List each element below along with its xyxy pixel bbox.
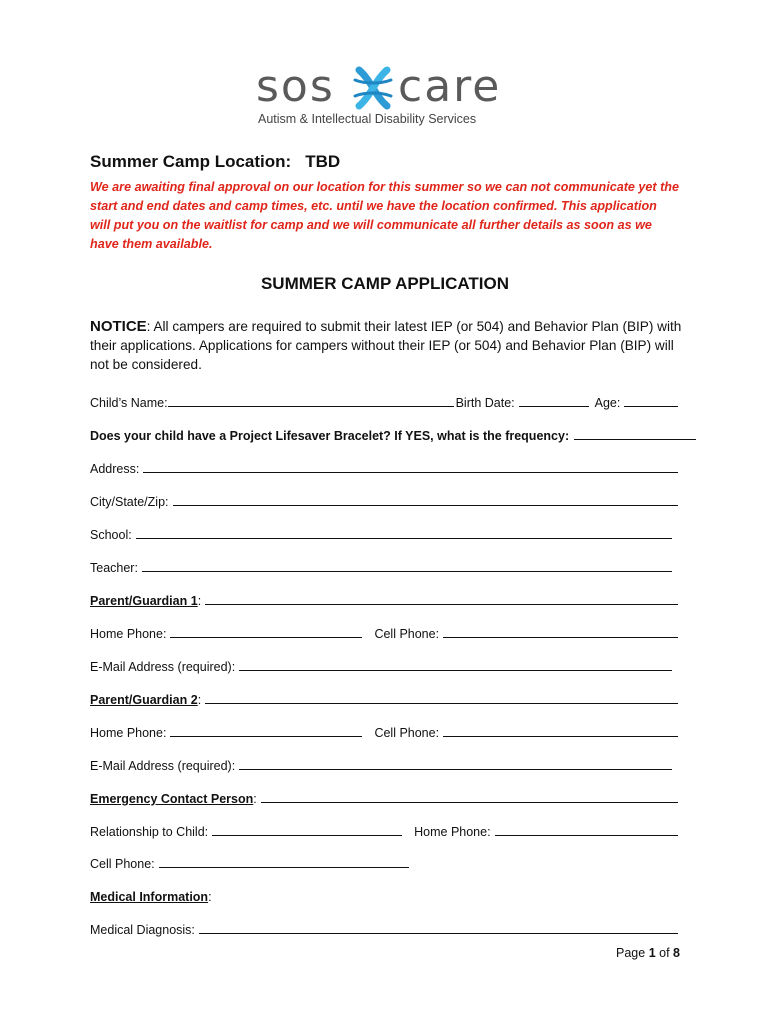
teacher-label: Teacher:: [90, 561, 138, 575]
birth-date-label: Birth Date:: [455, 396, 515, 410]
emergency-cell-phone-label: Cell Phone:: [90, 857, 155, 871]
relationship-row: [90, 821, 680, 839]
school-row: [90, 524, 674, 542]
emergency-cell-row: [90, 853, 680, 871]
guardian2-row: [90, 689, 680, 707]
of-word: of: [659, 946, 670, 960]
logo-mark-icon: [351, 66, 395, 110]
notice-label: NOTICE: [90, 318, 147, 335]
city-state-zip-label: City/State/Zip:: [90, 495, 169, 509]
logo-text-care: care: [398, 61, 502, 112]
guardian2-cell-phone-label: Cell Phone:: [374, 726, 440, 740]
guardian2-home-phone-label: Home Phone:: [90, 726, 167, 740]
teacher-field[interactable]: [142, 558, 672, 572]
relationship-field[interactable]: [212, 822, 402, 836]
sos-care-logo: [256, 62, 518, 132]
address-field[interactable]: [143, 459, 678, 473]
guardian2-name-field[interactable]: [205, 690, 678, 704]
guardian1-colon: :: [197, 594, 202, 608]
address-row: [90, 458, 680, 476]
lifesaver-frequency-field[interactable]: [574, 426, 696, 440]
page-number: [616, 946, 680, 960]
school-label: School:: [90, 528, 132, 542]
guardian2-email-label: E-Mail Address (required):: [90, 759, 236, 773]
guardian1-cell-phone-label: Cell Phone:: [374, 627, 440, 641]
relationship-label: Relationship to Child:: [90, 825, 209, 839]
emergency-contact-row: [90, 788, 680, 806]
guardian1-row: [90, 590, 680, 608]
iep-notice: [90, 317, 690, 374]
logo-tagline: Autism & Intellectual Disability Services: [258, 112, 477, 126]
guardian1-name-field[interactable]: [205, 591, 678, 605]
child-name-label: Child’s Name:: [90, 396, 168, 410]
address-label: Address:: [90, 462, 140, 476]
guardian1-phone-row: [90, 623, 680, 641]
guardian1-email-label: E-Mail Address (required):: [90, 660, 236, 674]
page-word: Page: [616, 946, 646, 960]
emergency-contact-colon: :: [253, 792, 257, 806]
age-label: Age:: [594, 396, 621, 410]
guardian2-phone-row: [90, 722, 680, 740]
medical-info-heading: Medical Information: [90, 890, 209, 904]
lifesaver-label: Does your child have a Project Lifesaver Bracelet? If YES, what is the frequency:: [90, 429, 570, 443]
camp-location-label: Summer Camp Location:: [90, 152, 292, 171]
guardian2-home-phone-field[interactable]: [170, 723, 362, 737]
age-field[interactable]: [624, 393, 678, 407]
logo-text-sos: sos: [256, 61, 335, 112]
emergency-contact-field[interactable]: [261, 789, 678, 803]
guardian2-label: Parent/Guardian 2: [90, 693, 198, 707]
emergency-cell-phone-field[interactable]: [159, 854, 409, 868]
waitlist-notice: We are awaiting final approval on our location for this summer so we can not communicate yet the start and end dates and camp times, etc. until we have the location confirmed. This application will put you on the waitlist for camp and we will communicate all further details as soon as we have them available.: [90, 180, 679, 251]
city-row: [90, 491, 680, 509]
emergency-contact-label: Emergency Contact Person: [90, 792, 254, 806]
emergency-home-phone-field[interactable]: [495, 822, 678, 836]
total-pages: 8: [673, 946, 680, 960]
application-title: SUMMER CAMP APPLICATION: [260, 274, 510, 293]
medical-diagnosis-row: [90, 919, 680, 937]
guardian1-home-phone-field[interactable]: [170, 624, 362, 638]
child-name-field[interactable]: [168, 393, 454, 407]
lifesaver-row: [90, 425, 680, 443]
notice-text: : All campers are required to submit their latest IEP (or 504) and Behavior Plan (BIP) with their applications. Applications for campers without their IEP (or 504) and Behavior Plan (BIP) will not be considered.: [90, 319, 682, 372]
guardian1-email-row: [90, 656, 674, 674]
birth-date-field[interactable]: [519, 393, 589, 407]
child-info-row: [90, 392, 680, 410]
guardian2-email-field[interactable]: [239, 756, 672, 770]
camp-location-heading: [90, 152, 340, 172]
medical-diagnosis-field[interactable]: [199, 920, 678, 934]
medical-info-colon: :: [208, 890, 212, 904]
camp-location-value: TBD: [305, 152, 341, 171]
guardian1-home-phone-label: Home Phone:: [90, 627, 167, 641]
school-field[interactable]: [136, 525, 672, 539]
city-state-zip-field[interactable]: [173, 492, 679, 506]
guardian1-email-field[interactable]: [239, 657, 672, 671]
current-page: 1: [648, 946, 656, 960]
guardian1-cell-phone-field[interactable]: [443, 624, 678, 638]
teacher-row: [90, 557, 674, 575]
guardian2-cell-phone-field[interactable]: [443, 723, 678, 737]
medical-diagnosis-label: Medical Diagnosis:: [90, 923, 195, 937]
guardian1-label: Parent/Guardian 1: [90, 594, 198, 608]
guardian2-colon: :: [197, 693, 202, 707]
medical-info-row: [90, 886, 680, 904]
emergency-home-phone-label: Home Phone:: [414, 825, 491, 839]
guardian2-email-row: [90, 755, 674, 773]
